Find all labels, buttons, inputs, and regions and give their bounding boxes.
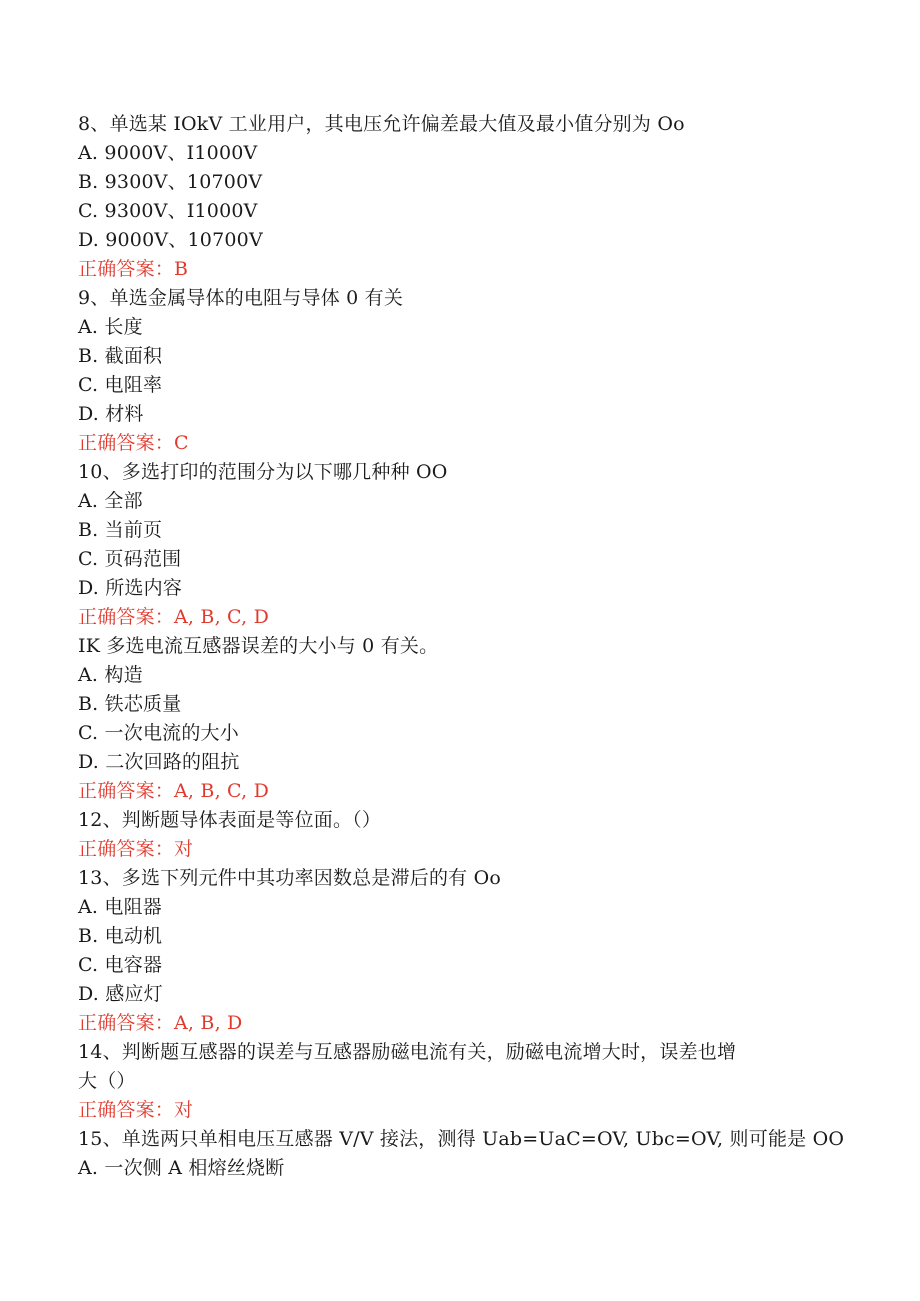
correct-answer: 正确答案：对 — [78, 1099, 194, 1121]
correct-answer: 正确答案：C — [78, 432, 189, 454]
question-option: B. 截面积 — [78, 345, 163, 367]
question-list — [78, 110, 858, 1183]
question-option: B. 当前页 — [78, 519, 163, 541]
question-stem: 14、判断题互感器的误差与互感器励磁电流有关，励磁电流增大时，误差也增 — [78, 1041, 737, 1063]
question-stem: IK 多选电流互感器误差的大小与 0 有关。 — [78, 635, 439, 657]
question-stem: 9、单选金属导体的电阻与导体 0 有关 — [78, 287, 404, 309]
question-option: D. 材料 — [78, 403, 144, 425]
question-option: C. 电容器 — [78, 954, 163, 976]
question-option: C. 电阻率 — [78, 374, 163, 396]
question-option: A. 构造 — [78, 664, 143, 686]
question-option: D. 感应灯 — [78, 983, 163, 1005]
question-option: D. 二次回路的阻抗 — [78, 751, 240, 773]
question-option: C. 页码范围 — [78, 548, 182, 570]
question-stem: 13、多选下列元件中其功率因数总是滞后的有 Oo — [78, 867, 502, 889]
question-option: B. 铁芯质量 — [78, 693, 182, 715]
question-option: A. 长度 — [78, 316, 143, 338]
question-option: A. 电阻器 — [78, 896, 163, 918]
question-option: A. 9000V、I1000V — [78, 142, 258, 164]
question-stem: 15、单选两只单相电压互感器 V/V 接法，测得 Uab=UaC=OV, Ubc=OV, 则可能是 OO — [78, 1128, 845, 1150]
question-option: C. 一次电流的大小 — [78, 722, 239, 744]
correct-answer: 正确答案：A, B, C, D — [78, 606, 270, 628]
question-stem: 12、判断题导体表面是等位面。（） — [78, 809, 382, 831]
question-option: B. 电动机 — [78, 925, 163, 947]
question-option: D. 所选内容 — [78, 577, 183, 599]
correct-answer: 正确答案：A, B, D — [78, 1012, 243, 1034]
question-option: A. 全部 — [78, 490, 143, 512]
question-option: D. 9000V、10700V — [78, 229, 263, 251]
question-stem: 8、单选某 IOkV 工业用户，其电压允许偏差最大值及最小值分别为 Oo — [78, 113, 685, 135]
question-stem-continuation: 大（） — [78, 1070, 136, 1092]
correct-answer: 正确答案：B — [78, 258, 189, 280]
question-option: A. 一次侧 A 相熔丝烧断 — [78, 1157, 285, 1179]
question-stem: 10、多选打印的范围分为以下哪几种种 OO — [78, 461, 448, 483]
correct-answer: 正确答案：A, B, C, D — [78, 780, 270, 802]
question-option: C. 9300V、I1000V — [78, 200, 258, 222]
correct-answer: 正确答案：对 — [78, 838, 194, 860]
question-option: B. 9300V、10700V — [78, 171, 263, 193]
